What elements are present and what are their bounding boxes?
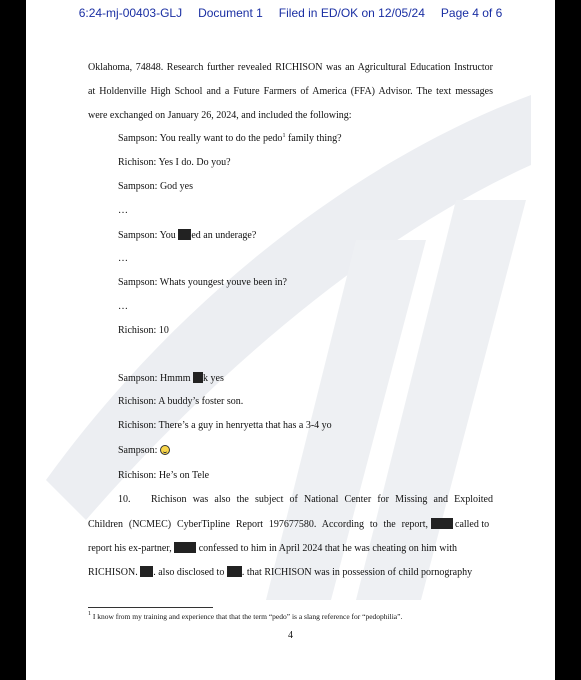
paragraph-number: 10. <box>118 494 131 505</box>
message-8: Richison: A buddy’s foster son. <box>118 396 244 407</box>
message-text: k yes <box>203 373 224 384</box>
message-3: Sampson: God yes <box>118 181 193 192</box>
paragraph-text: Richison was also the subject of National Center for Missing and Exploited <box>151 494 493 505</box>
redaction-block <box>227 566 242 577</box>
footnote-text: I know from my training and experience that that the term “pedo” is a slang reference for “pedophilia”. <box>92 612 403 621</box>
message-2: Richison: Yes I do. Do you? <box>118 157 231 168</box>
message-9: Richison: There’s a guy in henryetta that has a 3-4 yo <box>118 420 332 431</box>
footnote-divider <box>88 607 213 608</box>
document-number: Document 1 <box>198 6 263 20</box>
redaction-block <box>174 542 196 553</box>
paragraph-10-line-2 <box>88 518 493 531</box>
message-7 <box>118 372 224 385</box>
intro-line-2: at Holdenville High School and a Future Farmers of America (FFA) Advisor. The text messages <box>88 86 493 97</box>
intro-line-1: Oklahoma, 74848. Research further revealed RICHISON was an Agricultural Education Instructor <box>88 62 493 73</box>
redaction-block <box>431 518 453 529</box>
message-text: Sampson: You <box>118 230 179 241</box>
message-11: Richison: He’s on Tele <box>118 470 210 481</box>
paragraph-text: confessed to him in April 2024 that he was cheating on him with <box>198 543 458 554</box>
paragraph-10-line-4 <box>88 566 493 579</box>
ellipsis-1: … <box>118 205 128 216</box>
paragraph-10-line-3 <box>88 542 493 555</box>
page-number: 4 <box>288 630 293 641</box>
document-page <box>26 0 555 680</box>
paragraph-10-line-1 <box>118 494 493 506</box>
redaction-block <box>178 229 191 240</box>
message-6: Richison: 10 <box>118 325 169 336</box>
footnote-mark: 1 <box>88 611 91 617</box>
message-text: Sampson: <box>118 445 160 456</box>
case-number: 6:24-mj-00403-GLJ <box>78 6 183 20</box>
intro-line-3: were exchanged on January 26, 2024, and included the following: <box>88 110 352 121</box>
paragraph-text: report his ex-partner, <box>88 543 172 554</box>
filed-date: Filed in ED/OK on 12/05/24 <box>278 6 425 20</box>
footnote-ref[interactable]: 1 <box>282 133 286 139</box>
page-indicator: Page 4 of 6 <box>440 6 503 20</box>
redaction-block <box>193 372 203 383</box>
paragraph-text: called to <box>455 519 490 530</box>
message-text: ed an underage? <box>191 230 257 241</box>
message-4 <box>118 229 256 242</box>
paragraph-text: RICHISON. <box>88 567 138 578</box>
message-text: family thing? <box>285 133 342 144</box>
ellipsis-2: … <box>118 253 128 264</box>
message-10 <box>118 445 170 457</box>
message-1 <box>118 133 342 145</box>
smiling-face-icon <box>160 445 170 455</box>
paragraph-text: Children (NCMEC) CyberTipline Report 197677580. According to the report, <box>88 519 428 530</box>
message-5: Sampson: Whats youngest youve been in? <box>118 277 287 288</box>
footnote <box>88 612 402 621</box>
ellipsis-3: … <box>118 301 128 312</box>
paragraph-text: . also disclosed to <box>153 567 225 578</box>
message-text: Sampson: You really want to do the pedo <box>118 133 283 144</box>
redaction-block <box>140 566 153 577</box>
filing-header <box>26 6 555 20</box>
paragraph-text: . that RICHISON was in possession of child pornography <box>241 567 473 578</box>
message-text: Sampson: Hmmm <box>118 373 194 384</box>
